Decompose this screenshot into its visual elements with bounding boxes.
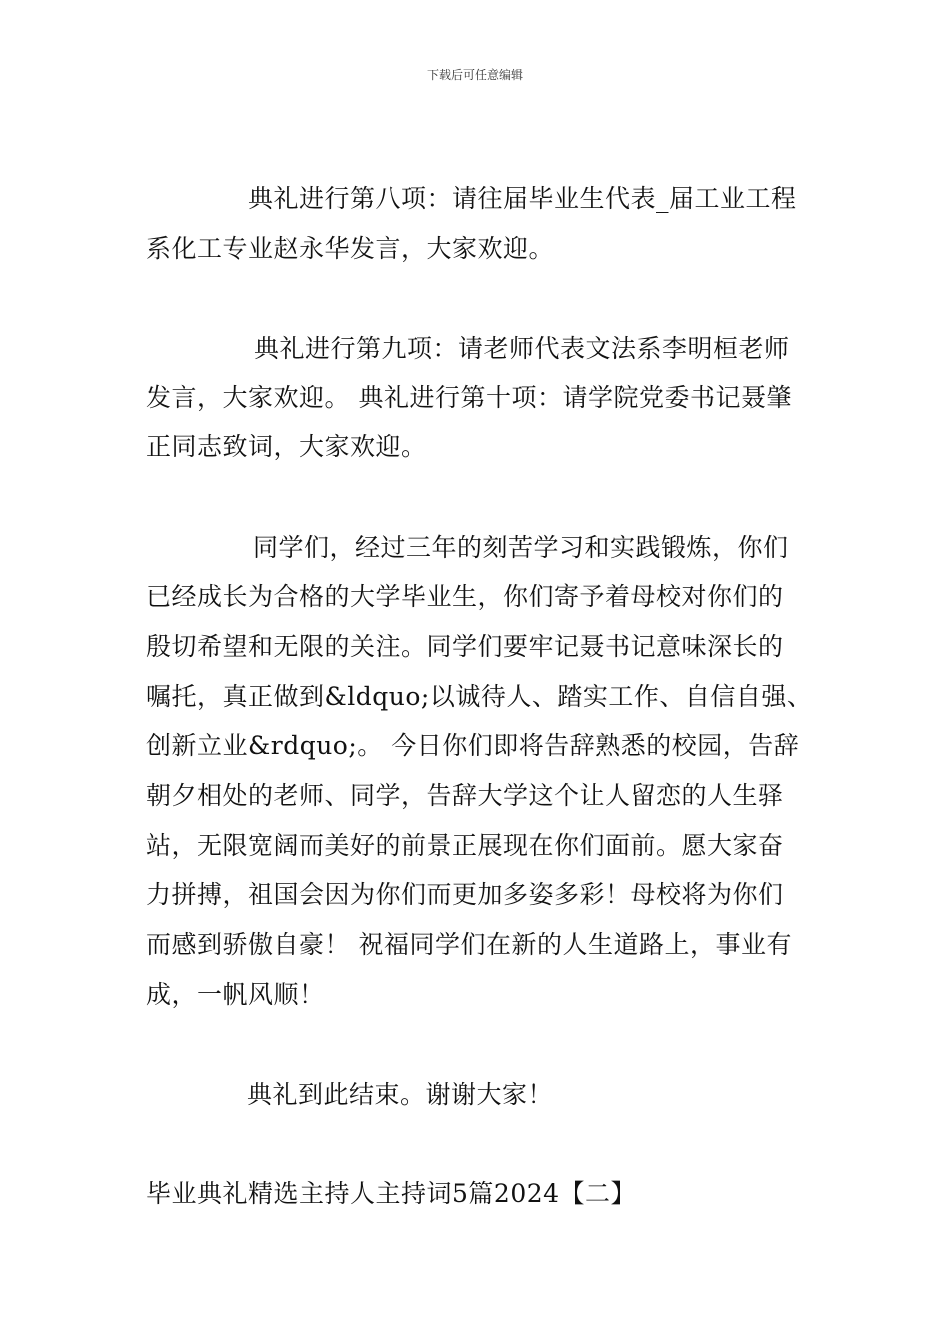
section-title: 毕业典礼精选主持人主持词5篇2024【二】 [146,1179,637,1208]
text-line: 已经成长为合格的大学毕业生，你们寄予着母校对你们的 [146,582,784,611]
text-line: 殷切希望和无限的关注。同学们要牢记聂书记意味深长的 [146,632,784,661]
text-line: 而感到骄傲自豪！ 祝福同学们在新的人生道路上，事业有 [146,930,792,959]
text-line: 同学们，经过三年的刻苦学习和实践锻炼，你们 [253,533,789,562]
text-line: 典礼进行第八项：请往届毕业生代表_届工业工程 [248,184,797,213]
text-line: 创新立业&rdquo;。 今日你们即将告辞熟悉的校园，告辞 [146,731,800,760]
text-line: 系化工专业赵永华发言，大家欢迎。 [146,234,555,263]
text-line: 嘱托，真正做到&ldquo;以诚待人、踏实工作、自信自强、 [146,682,813,711]
text-line: 发言，大家欢迎。 典礼进行第十项：请学院党委书记聂肇 [146,383,792,412]
text-line: 典礼进行第九项：请老师代表文法系李明桓老师 [254,334,790,363]
text-line: 力拼搏，祖国会因为你们而更加多姿多彩！母校将为你们 [146,880,784,909]
text-line: 典礼到此结束。谢谢大家！ [247,1080,554,1109]
text-line: 正同志致词，大家欢迎。 [146,432,427,461]
page-header: 下载后可任意编辑 [426,68,523,82]
text-line: 站，无限宽阔而美好的前景正展现在你们面前。愿大家奋 [146,831,784,860]
text-line: 朝夕相处的老师、同学，告辞大学这个让人留恋的人生驿 [146,781,784,810]
text-line: 成，一帆风顺！ [146,980,325,1009]
